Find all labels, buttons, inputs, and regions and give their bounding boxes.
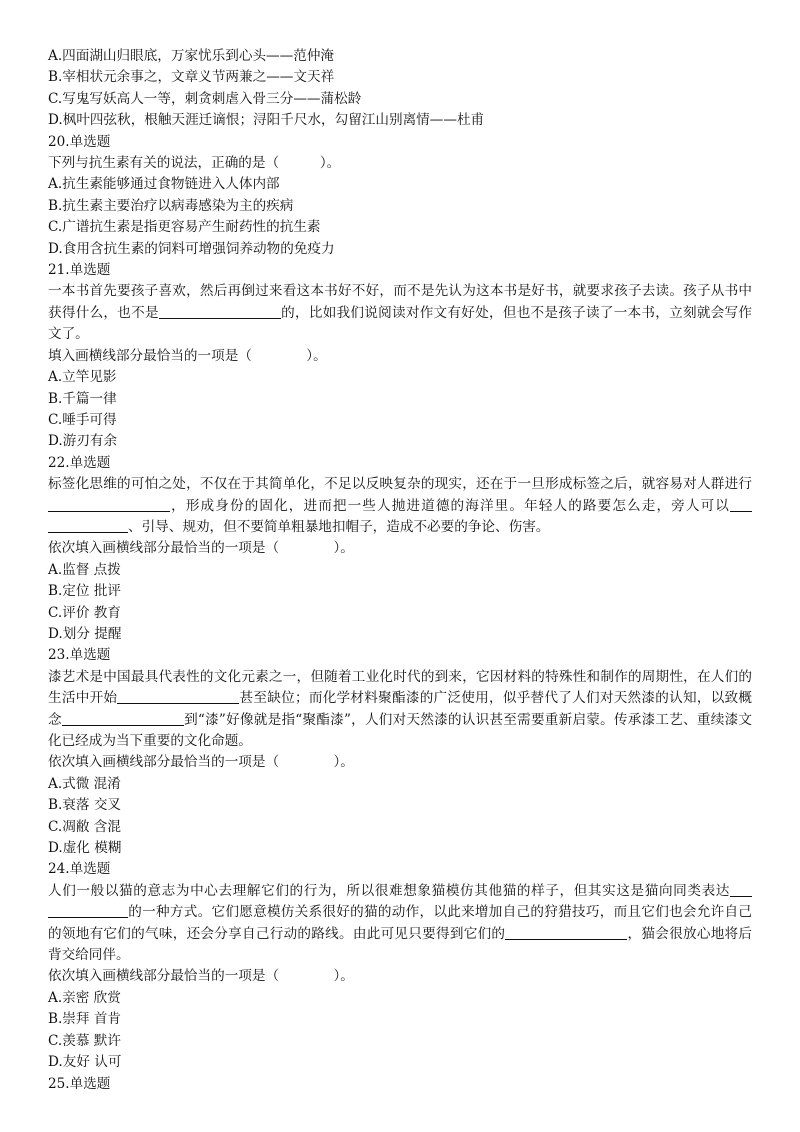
question-header: 20.单选题 — [48, 133, 111, 150]
passage-text: 的，比如我们说阅读对作文有好处，但也不是孩子读了一本书，立刻就会写作文了。 — [48, 304, 752, 343]
option-b: B.崇拜 首肯 — [48, 1011, 122, 1028]
q19-options — [48, 46, 752, 132]
passage-text: ，形成身份的固化，进而把一些人抛进道德的海洋里。年轻人的路要怎么走，旁人可以 — [170, 497, 730, 514]
question-header: 24.单选题 — [48, 861, 111, 878]
answer-blank — [48, 497, 170, 512]
question-passage — [48, 474, 752, 538]
question-header: 21.单选题 — [48, 262, 111, 279]
question-25 — [48, 1074, 752, 1095]
answer-blank — [505, 925, 627, 940]
option-a: A.式微 混淆 — [48, 775, 121, 792]
q19-option-b: B.宰相状元余事之，文章义节两兼之——文天祥 — [48, 69, 335, 86]
question-24 — [48, 859, 752, 1073]
question-23 — [48, 645, 752, 859]
question-stem: 下列与抗生素有关的说法，正确的是（ ）。 — [48, 155, 341, 172]
q19-option-d: D.枫叶四弦秋，根触天涯迁谪恨；浔阳千尺水，勾留江山别离情——杜甫 — [48, 112, 485, 129]
option-c: C.凋敝 含混 — [48, 818, 121, 835]
option-a: A.监督 点拨 — [48, 561, 121, 578]
option-b: B.千篇一律 — [48, 390, 117, 407]
passage-text: ，猫会很放心地将后背交给同伴。 — [48, 925, 753, 964]
option-b: B.抗生素主要治疗以病毒感染为主的疾病 — [48, 197, 294, 214]
option-d: D.游刃有余 — [48, 433, 118, 450]
question-stem: 依次填入画横线部分最恰当的一项是（ ）。 — [48, 968, 354, 985]
option-d: D.友好 认可 — [48, 1054, 122, 1071]
answer-blank — [62, 711, 184, 726]
question-passage — [48, 667, 752, 753]
passage-text: 的一种方式。它们愿意模仿关系很好的猫的动作，以此来增加自己的狩猎技巧，而且它们也会允许自己的领地有它们的气味，还会分享自己行动的路线。由此可见只要得到它们的 — [48, 904, 752, 942]
question-header: 23.单选题 — [48, 647, 111, 664]
answer-blank-continued — [48, 903, 128, 918]
q19-option-a: A.四面湖山归眼底，万家忧乐到心头——范仲淹 — [48, 48, 335, 64]
question-passage — [48, 881, 752, 967]
answer-blank — [730, 882, 752, 897]
option-b: B.定位 批评 — [48, 583, 122, 600]
option-c: C.广谱抗生素是指更容易产生耐药性的抗生素 — [48, 219, 321, 236]
option-c: C.评价 教育 — [48, 604, 121, 621]
passage-text: 一本书首先要孩子喜欢，然后再倒过来看这本书好不好，而不是先认为这本书是好书，就要求孩子去读。孩子从书中获得什么，也不是 — [48, 283, 752, 321]
question-22 — [48, 453, 752, 646]
question-header: 22.单选题 — [48, 454, 111, 471]
question-stem: 依次填入画横线部分最恰当的一项是（ ）。 — [48, 540, 354, 557]
option-a: A.立竿见影 — [48, 369, 117, 386]
option-b: B.衰落 交叉 — [48, 797, 122, 814]
option-c: C.羡慕 默许 — [48, 1032, 121, 1049]
option-c: C.唾手可得 — [48, 411, 117, 428]
passage-text: 、引导、规劝，但不要简单粗暴地扣帽子，造成不必要的争论、伤害。 — [128, 518, 550, 535]
q19-option-c: C.写鬼写妖高人一等，刺贪刺虐入骨三分——蒲松龄 — [48, 90, 362, 107]
question-20 — [48, 132, 752, 260]
passage-text: 人们一般以猫的意志为中心去理解它们的行为，所以很难想象猫模仿其他猫的样子，但其实这是猫向同类表达 — [48, 882, 730, 899]
option-d: D.虚化 模糊 — [48, 840, 122, 857]
question-stem: 依次填入画横线部分最恰当的一项是（ ）。 — [48, 754, 354, 771]
question-passage — [48, 281, 752, 345]
option-d: D.划分 提醒 — [48, 625, 122, 642]
passage-text: 到“漆”好像就是指“聚酯漆”，人们对天然漆的认识甚至需要重新启蒙。传承漆工艺、重续漆文化已经成为当下重要的文化命题。 — [48, 711, 753, 749]
answer-blank-continued — [48, 518, 128, 533]
passage-text: 标签化思维的可怕之处，不仅在于其简单化，不足以反映复杂的现实，还在于一旦形成标签之后，就容易对人群进行 — [48, 476, 752, 493]
option-d: D.食用含抗生素的饲料可增强饲养动物的免疫力 — [48, 240, 335, 257]
question-stem: 填入画横线部分最恰当的一项是（ ）。 — [48, 347, 327, 364]
passage-text: 漆艺术是中国最具代表性的文化元素之一，但随着工业化时代的到来，它因材料的特殊性和制作的周期性，在人们的生活中开始 — [48, 668, 752, 707]
option-a: A.亲密 欣赏 — [48, 989, 121, 1006]
answer-blank — [159, 304, 281, 319]
passage-text: 甚至缺位；而化学材料聚酯漆的广泛使用，似乎替代了人们对天然漆的认知，以致概念 — [48, 690, 753, 728]
answer-blank — [730, 497, 752, 512]
question-header: 25.单选题 — [48, 1075, 111, 1092]
answer-blank — [117, 689, 239, 704]
question-21 — [48, 260, 752, 453]
option-a: A.抗生素能够通过食物链进入人体内部 — [48, 176, 280, 193]
